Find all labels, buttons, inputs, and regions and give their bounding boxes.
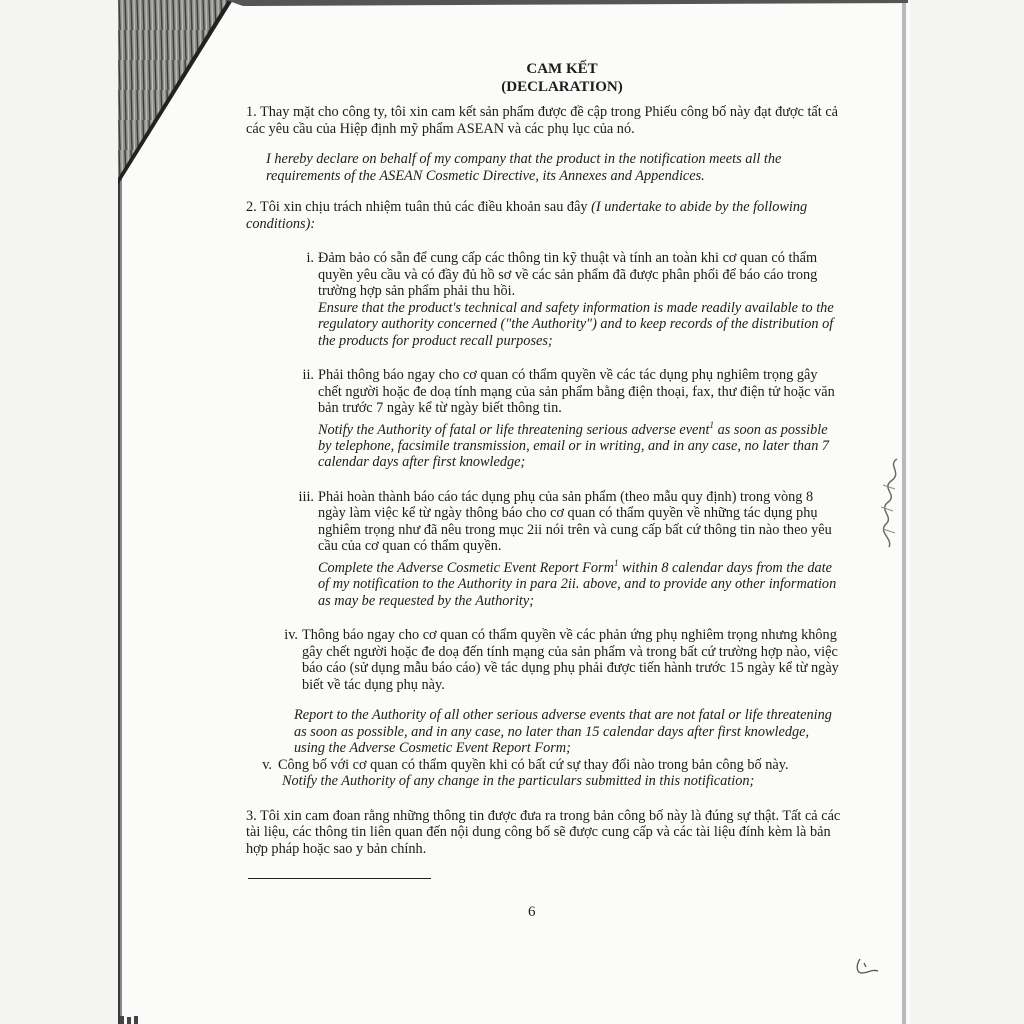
paragraph-1-vi: 1. Thay mặt cho công ty, tôi xin cam kết sản phẩm được đề cập trong Phiếu công bố này đạt được tất cả các yêu cầu của Hiệp định mỹ phẩm ASEAN và các phụ lục của nó. <box>246 104 839 137</box>
declaration-document <box>246 60 848 857</box>
condition-ii <box>276 367 840 471</box>
condition-mark: iii. <box>298 488 314 505</box>
condition-vi: Thông báo ngay cho cơ quan có thẩm quyền về các phản ứng phụ nghiêm trọng nhưng không gây chết người hoặc đe doạ đến tính mạng của sản phẩm và trong bất cứ trường hợp nào, việc báo cáo (sử dụng mẫu báo cáo) về tác dụng phụ phải được tiến hành trước 15 ngày kể từ ngày biết về tác dụng phụ này. <box>302 627 839 693</box>
condition-mark: ii. <box>302 367 314 383</box>
condition-en-text: Complete the Adverse Cosmetic Event Report Form <box>318 559 614 576</box>
footnote-separator <box>248 878 431 879</box>
footnote-ref: 1 <box>613 557 619 568</box>
condition-mark: v. <box>262 756 272 773</box>
paragraph-3-vi: 3. Tôi xin cam đoan rằng những thông tin được đưa ra trong bản công bố này là đúng sự thật. Tất cả các tài liệu, các thông tin liên quan đến nội dung công bố sẽ được cung cấp và các tài liệu đính kèm là bản hợp pháp hoặc sao y bản chính. <box>246 807 841 857</box>
condition-en-text: Notify the Authority of fatal or life threatening serious adverse event <box>318 421 710 438</box>
condition-vi: Đảm bảo có sẵn để cung cấp các thông tin kỹ thuật và tính an toàn khi cơ quan có thẩm quyền yêu cầu và có đầy đủ hồ sơ về các sản phẩm đã được phân phối để báo cáo trong trường hợp sản phẩm phải thu hồi. <box>318 250 818 299</box>
document-title <box>276 60 848 96</box>
condition-iv <box>268 627 840 757</box>
paragraph-1-en: I hereby declare on behalf of my company that the product in the notification meets all the requirements of the ASEAN Cosmetic Directive, its Annexes and Appendices. <box>266 151 782 184</box>
condition-mark: i. <box>306 250 314 266</box>
condition-v <box>248 757 840 790</box>
condition-en <box>318 555 840 609</box>
handwritten-mark <box>873 455 907 555</box>
condition-vi: Công bố với cơ quan có thẩm quyền khi có bất cứ sự thay đổi nào trong bản công bố này. <box>278 756 789 773</box>
condition-en: Ensure that the product's technical and safety information is made readily available to the regulatory authority concerned ("the Authority") and to keep records of the distribution of the products for product recall purposes; <box>318 299 834 349</box>
condition-en <box>318 417 840 471</box>
condition-en: Report to the Authority of all other serious adverse events that are not fatal or life threatening as soon as possible, and in any case, no later than 15 calendar days after first knowledge, using the Adverse Cosmetic Event Report Form; <box>294 707 832 757</box>
title-en: (DECLARATION) <box>501 79 623 95</box>
condition-en-text: as soon as possible by telephone, facsimile transmission, email or in writing, and in any case, no later than 7 calendar days after first knowledge; <box>318 421 830 471</box>
page-number: 6 <box>528 904 536 920</box>
initial-signature-icon <box>852 955 882 979</box>
paragraph-2-en: (I undertake to abide by the following conditions): <box>246 199 808 232</box>
footnote-ref: 1 <box>709 419 715 430</box>
condition-vi: Phải thông báo ngay cho cơ quan có thẩm quyền về các tác dụng phụ nghiêm trọng gây chết người hoặc đe doạ tính mạng của sản phẩm bằng điện thoại, fax, thư điện tử hoặc văn bản trước 7 ngày kể từ ngày biết thông tin. <box>318 367 835 416</box>
condition-en: Notify the Authority of any change in the particulars submitted in this notification; <box>282 773 755 790</box>
condition-iii <box>276 489 840 609</box>
condition-en-text: within 8 calendar days from the date of my notification to the Authority in para 2ii. above, and to provide any other information as may be requested by the Authority; <box>318 559 837 609</box>
binding-marks <box>118 1006 158 1024</box>
condition-mark: iv. <box>284 627 298 644</box>
paragraph-2-vi: 2. Tôi xin chịu trách nhiệm tuân thủ các điều khoản sau đây <box>246 199 592 215</box>
condition-vi: Phải hoàn thành báo cáo tác dụng phụ của sản phẩm (theo mẫu quy định) trong vòng 8 ngày làm việc kể từ ngày thông báo cho cơ quan có thẩm quyền về những tác dụng phụ nghiêm trọng như đã nêu trong mục 2ii nói trên và cung cấp bất cứ thông tin nào theo yêu cầu của cơ quan có thẩm quyền. <box>318 488 832 555</box>
condition-i <box>276 250 840 349</box>
title-vi: CAM KẾT <box>526 61 598 77</box>
paragraph-2 <box>246 199 848 232</box>
